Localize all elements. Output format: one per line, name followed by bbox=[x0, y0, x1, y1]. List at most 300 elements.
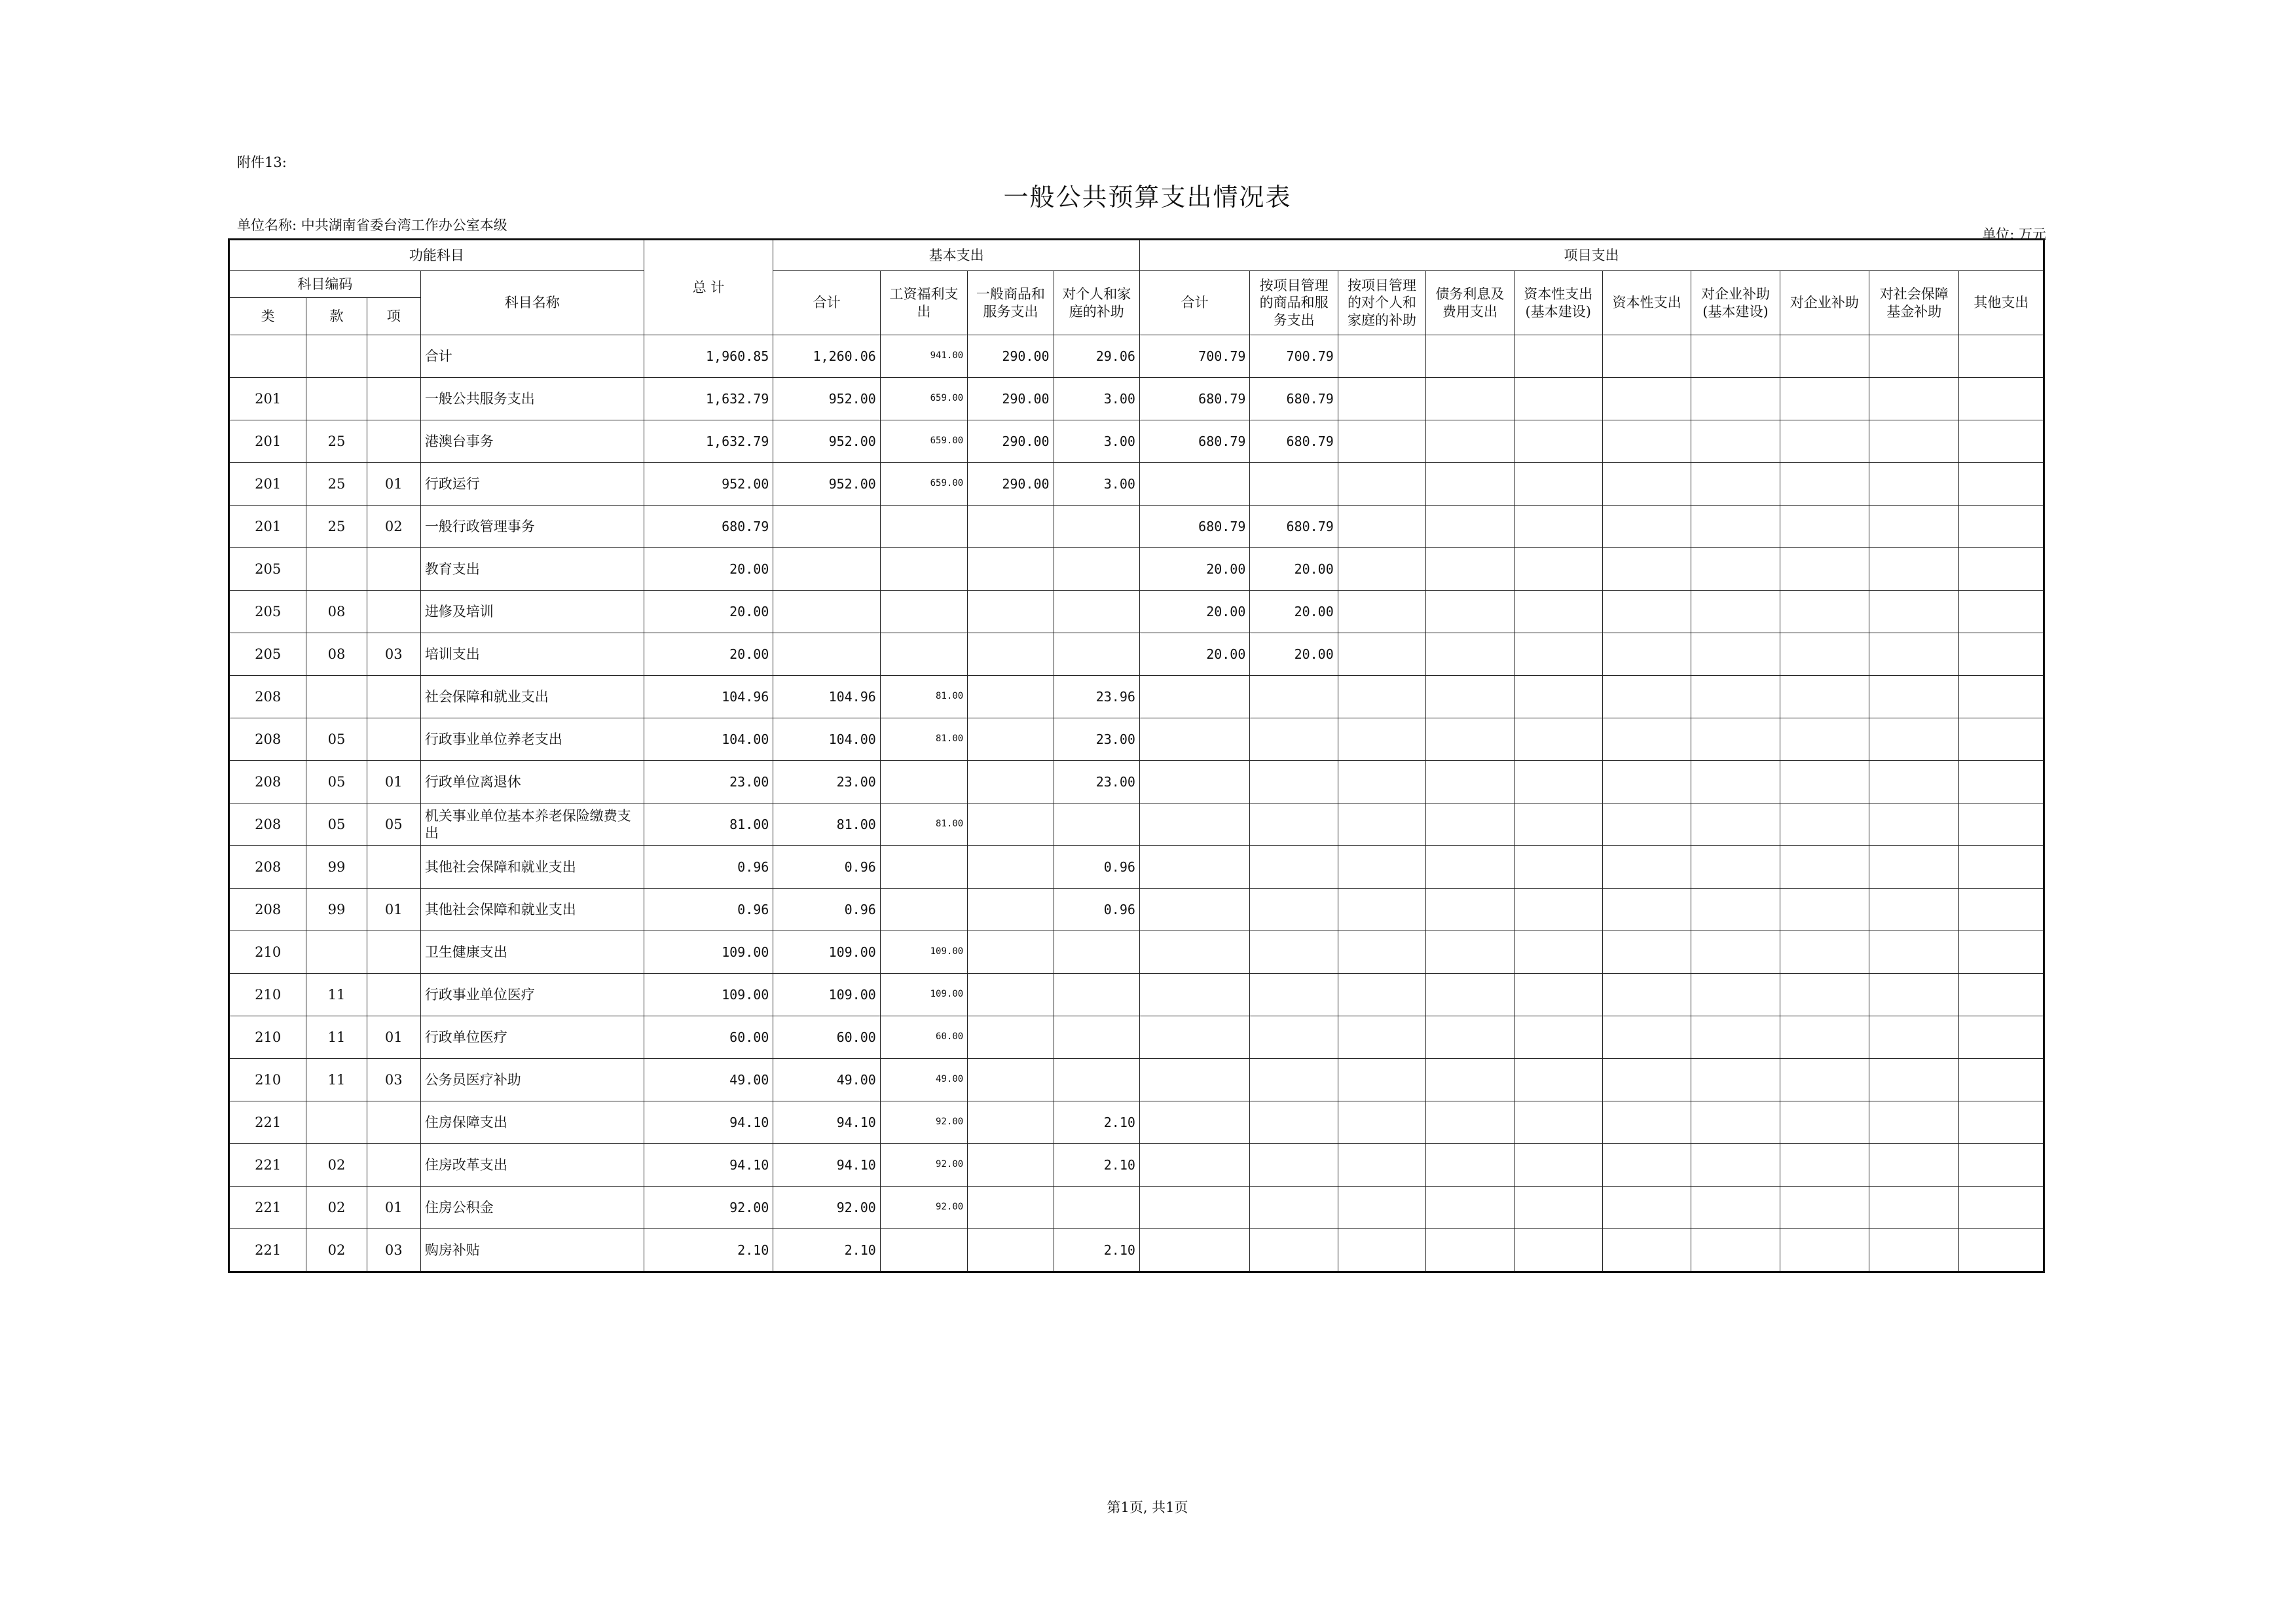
social-security-cell bbox=[1869, 420, 1959, 463]
lei-cell: 208 bbox=[229, 761, 306, 803]
enterprise-build-cell bbox=[1691, 378, 1780, 420]
total-cell: 109.00 bbox=[644, 931, 773, 974]
project-total-cell bbox=[1139, 463, 1249, 506]
enterprise-build-cell bbox=[1691, 420, 1780, 463]
wages-cell: 92.00 bbox=[880, 1144, 967, 1187]
xiang-cell: 01 bbox=[367, 761, 420, 803]
basic-total-cell: 92.00 bbox=[773, 1187, 880, 1229]
project-total-cell bbox=[1139, 1016, 1249, 1059]
goods-services-cell: 290.00 bbox=[968, 378, 1054, 420]
xiang-cell bbox=[367, 1101, 420, 1144]
other-cell bbox=[1959, 846, 2044, 889]
debt-interest-cell bbox=[1426, 1016, 1514, 1059]
enterprise-cell bbox=[1780, 591, 1869, 633]
social-security-cell bbox=[1869, 1059, 1959, 1101]
project-personal-cell bbox=[1338, 591, 1425, 633]
basic-expense-header: 基本支出 bbox=[773, 240, 1140, 271]
debt-interest-cell bbox=[1426, 846, 1514, 889]
goods-services-cell bbox=[968, 1187, 1054, 1229]
subject-name-cell: 港澳台事务 bbox=[420, 420, 644, 463]
page-title: 一般公共预算支出情况表 bbox=[1003, 183, 1292, 212]
basic-total-cell: 94.10 bbox=[773, 1144, 880, 1187]
enterprise-build-cell bbox=[1691, 1144, 1780, 1187]
personal-subsidy-cell: 0.96 bbox=[1054, 889, 1139, 931]
enterprise-build-cell bbox=[1691, 846, 1780, 889]
project-total-cell bbox=[1139, 761, 1249, 803]
capital-cell bbox=[1602, 591, 1691, 633]
wages-header: 工资福利支出 bbox=[880, 271, 967, 335]
kuan-cell: 02 bbox=[306, 1144, 367, 1187]
kuan-cell: 25 bbox=[306, 420, 367, 463]
table-row bbox=[229, 1229, 2044, 1272]
enterprise-cell bbox=[1780, 335, 1869, 378]
social-security-cell bbox=[1869, 1144, 1959, 1187]
project-personal-cell bbox=[1338, 420, 1425, 463]
personal-subsidy-cell bbox=[1054, 506, 1139, 548]
project-personal-cell bbox=[1338, 846, 1425, 889]
goods-services-cell: 290.00 bbox=[968, 420, 1054, 463]
project-goods-cell bbox=[1250, 676, 1338, 718]
total-cell: 49.00 bbox=[644, 1059, 773, 1101]
debt-interest-cell bbox=[1426, 506, 1514, 548]
project-total-cell bbox=[1139, 676, 1249, 718]
table-row bbox=[229, 889, 2044, 931]
xiang-cell bbox=[367, 335, 420, 378]
basic-total-cell: 104.00 bbox=[773, 718, 880, 761]
kuan-header: 款 bbox=[306, 298, 367, 335]
project-total-cell bbox=[1139, 931, 1249, 974]
project-total-cell bbox=[1139, 718, 1249, 761]
enterprise-build-cell bbox=[1691, 1016, 1780, 1059]
personal-subsidy-cell: 0.96 bbox=[1054, 846, 1139, 889]
goods-services-cell bbox=[968, 676, 1054, 718]
project-goods-cell: 20.00 bbox=[1250, 591, 1338, 633]
project-total-cell bbox=[1139, 1144, 1249, 1187]
enterprise-cell bbox=[1780, 1059, 1869, 1101]
project-goods-cell bbox=[1250, 1187, 1338, 1229]
total-cell: 92.00 bbox=[644, 1187, 773, 1229]
personal-subsidy-cell: 2.10 bbox=[1054, 1101, 1139, 1144]
table-row bbox=[229, 1144, 2044, 1187]
goods-services-cell bbox=[968, 1016, 1054, 1059]
wages-cell: 60.00 bbox=[880, 1016, 967, 1059]
capital-build-cell bbox=[1514, 1144, 1602, 1187]
capital-cell bbox=[1602, 889, 1691, 931]
total-cell: 20.00 bbox=[644, 633, 773, 676]
project-goods-cell bbox=[1250, 803, 1338, 846]
function-subject-header: 功能科目 bbox=[229, 240, 644, 271]
xiang-cell: 01 bbox=[367, 1187, 420, 1229]
xiang-cell: 02 bbox=[367, 506, 420, 548]
lei-cell: 210 bbox=[229, 931, 306, 974]
subject-name-cell: 购房补贴 bbox=[420, 1229, 644, 1272]
xiang-cell: 03 bbox=[367, 633, 420, 676]
xiang-cell bbox=[367, 591, 420, 633]
lei-cell: 205 bbox=[229, 591, 306, 633]
social-security-cell bbox=[1869, 548, 1959, 591]
capital-cell bbox=[1602, 931, 1691, 974]
debt-interest-cell bbox=[1426, 463, 1514, 506]
xiang-header: 项 bbox=[367, 298, 420, 335]
basic-total-cell bbox=[773, 633, 880, 676]
table-row bbox=[229, 506, 2044, 548]
project-personal-cell bbox=[1338, 506, 1425, 548]
debt-interest-cell bbox=[1426, 1229, 1514, 1272]
project-personal-cell bbox=[1338, 718, 1425, 761]
table-row bbox=[229, 761, 2044, 803]
wages-cell: 659.00 bbox=[880, 378, 967, 420]
wages-cell: 81.00 bbox=[880, 676, 967, 718]
project-total-cell bbox=[1139, 1187, 1249, 1229]
enterprise-cell bbox=[1780, 1101, 1869, 1144]
project-total-cell bbox=[1139, 889, 1249, 931]
capital-cell bbox=[1602, 335, 1691, 378]
goods-services-cell bbox=[968, 506, 1054, 548]
wages-cell: 659.00 bbox=[880, 420, 967, 463]
debt-interest-cell bbox=[1426, 1187, 1514, 1229]
kuan-cell: 99 bbox=[306, 846, 367, 889]
project-personal-cell bbox=[1338, 378, 1425, 420]
basic-total-cell: 94.10 bbox=[773, 1101, 880, 1144]
lei-cell: 208 bbox=[229, 889, 306, 931]
enterprise-cell bbox=[1780, 1016, 1869, 1059]
money-unit: 单位: 万元 bbox=[1982, 227, 2046, 242]
capital-cell bbox=[1602, 420, 1691, 463]
subject-name-cell: 行政单位医疗 bbox=[420, 1016, 644, 1059]
basic-total-cell: 49.00 bbox=[773, 1059, 880, 1101]
project-total-cell: 680.79 bbox=[1139, 420, 1249, 463]
total-cell: 0.96 bbox=[644, 889, 773, 931]
xiang-cell: 03 bbox=[367, 1059, 420, 1101]
other-cell bbox=[1959, 1187, 2044, 1229]
capital-build-header: 资本性支出(基本建设) bbox=[1514, 271, 1602, 335]
goods-services-cell bbox=[968, 1229, 1054, 1272]
subject-name-cell: 社会保障和就业支出 bbox=[420, 676, 644, 718]
kuan-cell: 11 bbox=[306, 1016, 367, 1059]
other-cell bbox=[1959, 420, 2044, 463]
xiang-cell bbox=[367, 548, 420, 591]
project-personal-cell bbox=[1338, 633, 1425, 676]
xiang-cell: 03 bbox=[367, 1229, 420, 1272]
capital-header: 资本性支出 bbox=[1602, 271, 1691, 335]
table-row bbox=[229, 718, 2044, 761]
project-total-cell bbox=[1139, 974, 1249, 1016]
table-row bbox=[229, 1101, 2044, 1144]
subject-name-cell: 教育支出 bbox=[420, 548, 644, 591]
goods-services-cell bbox=[968, 931, 1054, 974]
total-cell: 81.00 bbox=[644, 803, 773, 846]
other-cell bbox=[1959, 676, 2044, 718]
basic-total-cell: 1,260.06 bbox=[773, 335, 880, 378]
total-cell: 23.00 bbox=[644, 761, 773, 803]
project-total-cell bbox=[1139, 803, 1249, 846]
project-goods-cell bbox=[1250, 1101, 1338, 1144]
capital-cell bbox=[1602, 974, 1691, 1016]
capital-cell bbox=[1602, 1101, 1691, 1144]
wages-cell: 109.00 bbox=[880, 974, 967, 1016]
project-personal-cell bbox=[1338, 1187, 1425, 1229]
other-cell bbox=[1959, 889, 2044, 931]
subject-code-header: 科目编码 bbox=[229, 271, 421, 298]
social-security-cell bbox=[1869, 718, 1959, 761]
personal-subsidy-cell bbox=[1054, 803, 1139, 846]
subject-name-cell: 其他社会保障和就业支出 bbox=[420, 846, 644, 889]
debt-interest-header: 债务利息及费用支出 bbox=[1426, 271, 1514, 335]
kuan-cell: 08 bbox=[306, 591, 367, 633]
project-total-header: 合计 bbox=[1139, 271, 1249, 335]
wages-cell bbox=[880, 633, 967, 676]
debt-interest-cell bbox=[1426, 761, 1514, 803]
goods-services-cell bbox=[968, 803, 1054, 846]
project-total-cell bbox=[1139, 1229, 1249, 1272]
total-cell: 20.00 bbox=[644, 591, 773, 633]
kuan-cell: 08 bbox=[306, 633, 367, 676]
capital-build-cell bbox=[1514, 420, 1602, 463]
kuan-cell bbox=[306, 378, 367, 420]
wages-cell bbox=[880, 506, 967, 548]
capital-cell bbox=[1602, 1016, 1691, 1059]
debt-interest-cell bbox=[1426, 420, 1514, 463]
lei-cell: 205 bbox=[229, 633, 306, 676]
wages-cell: 659.00 bbox=[880, 463, 967, 506]
total-cell: 104.00 bbox=[644, 718, 773, 761]
total-cell: 20.00 bbox=[644, 548, 773, 591]
capital-build-cell bbox=[1514, 803, 1602, 846]
capital-build-cell bbox=[1514, 1187, 1602, 1229]
enterprise-build-cell bbox=[1691, 718, 1780, 761]
subject-name-cell: 住房保障支出 bbox=[420, 1101, 644, 1144]
capital-build-cell bbox=[1514, 506, 1602, 548]
project-total-cell bbox=[1139, 846, 1249, 889]
lei-cell: 201 bbox=[229, 378, 306, 420]
goods-services-cell: 290.00 bbox=[968, 335, 1054, 378]
project-goods-cell: 680.79 bbox=[1250, 506, 1338, 548]
table-row bbox=[229, 974, 2044, 1016]
project-total-cell bbox=[1139, 1101, 1249, 1144]
enterprise-header: 对企业补助 bbox=[1780, 271, 1869, 335]
wages-cell: 49.00 bbox=[880, 1059, 967, 1101]
project-personal-cell bbox=[1338, 803, 1425, 846]
debt-interest-cell bbox=[1426, 974, 1514, 1016]
total-cell: 1,960.85 bbox=[644, 335, 773, 378]
table-row bbox=[229, 1187, 2044, 1229]
debt-interest-cell bbox=[1426, 889, 1514, 931]
other-cell bbox=[1959, 1059, 2044, 1101]
subject-name-cell: 其他社会保障和就业支出 bbox=[420, 889, 644, 931]
capital-build-cell bbox=[1514, 335, 1602, 378]
enterprise-cell bbox=[1780, 1187, 1869, 1229]
capital-build-cell bbox=[1514, 463, 1602, 506]
lei-cell: 205 bbox=[229, 548, 306, 591]
xiang-cell bbox=[367, 846, 420, 889]
project-personal-cell bbox=[1338, 1144, 1425, 1187]
debt-interest-cell bbox=[1426, 591, 1514, 633]
social-security-cell bbox=[1869, 889, 1959, 931]
wages-cell: 92.00 bbox=[880, 1101, 967, 1144]
subject-name-cell: 行政事业单位医疗 bbox=[420, 974, 644, 1016]
kuan-cell: 25 bbox=[306, 463, 367, 506]
enterprise-cell bbox=[1780, 974, 1869, 1016]
basic-total-cell: 109.00 bbox=[773, 974, 880, 1016]
kuan-cell bbox=[306, 335, 367, 378]
personal-subsidy-cell: 3.00 bbox=[1054, 463, 1139, 506]
subject-name-cell: 行政事业单位养老支出 bbox=[420, 718, 644, 761]
personal-subsidy-cell bbox=[1054, 974, 1139, 1016]
xiang-cell bbox=[367, 1144, 420, 1187]
capital-cell bbox=[1602, 378, 1691, 420]
capital-cell bbox=[1602, 846, 1691, 889]
personal-subsidy-cell: 3.00 bbox=[1054, 420, 1139, 463]
other-cell bbox=[1959, 761, 2044, 803]
personal-subsidy-cell bbox=[1054, 931, 1139, 974]
goods-services-cell: 290.00 bbox=[968, 463, 1054, 506]
wages-cell: 109.00 bbox=[880, 931, 967, 974]
table-row bbox=[229, 548, 2044, 591]
personal-subsidy-cell bbox=[1054, 1059, 1139, 1101]
project-total-cell: 20.00 bbox=[1139, 591, 1249, 633]
subject-name-cell: 合计 bbox=[420, 335, 644, 378]
table-row bbox=[229, 803, 2044, 846]
project-personal-cell bbox=[1338, 463, 1425, 506]
social-security-cell bbox=[1869, 463, 1959, 506]
lei-cell: 201 bbox=[229, 506, 306, 548]
social-security-cell bbox=[1869, 1187, 1959, 1229]
personal-subsidy-cell: 23.00 bbox=[1054, 718, 1139, 761]
kuan-cell bbox=[306, 1101, 367, 1144]
project-personal-cell bbox=[1338, 1016, 1425, 1059]
project-personal-cell bbox=[1338, 931, 1425, 974]
kuan-cell: 02 bbox=[306, 1229, 367, 1272]
goods-services-cell bbox=[968, 1144, 1054, 1187]
basic-total-cell: 104.96 bbox=[773, 676, 880, 718]
project-personal-cell bbox=[1338, 974, 1425, 1016]
project-personal-cell bbox=[1338, 1059, 1425, 1101]
capital-build-cell bbox=[1514, 974, 1602, 1016]
xiang-cell bbox=[367, 378, 420, 420]
project-total-cell: 680.79 bbox=[1139, 378, 1249, 420]
subject-name-cell: 进修及培训 bbox=[420, 591, 644, 633]
project-personal-header: 按项目管理的对个人和家庭的补助 bbox=[1338, 271, 1425, 335]
kuan-cell bbox=[306, 548, 367, 591]
capital-build-cell bbox=[1514, 931, 1602, 974]
capital-cell bbox=[1602, 1059, 1691, 1101]
lei-cell: 210 bbox=[229, 1059, 306, 1101]
subject-name-cell: 住房公积金 bbox=[420, 1187, 644, 1229]
enterprise-build-cell bbox=[1691, 506, 1780, 548]
project-total-cell: 700.79 bbox=[1139, 335, 1249, 378]
social-security-header: 对社会保障基金补助 bbox=[1869, 271, 1959, 335]
capital-cell bbox=[1602, 676, 1691, 718]
table-row bbox=[229, 1059, 2044, 1101]
xiang-cell bbox=[367, 420, 420, 463]
unit-name: 单位名称: 中共湖南省委台湾工作办公室本级 bbox=[237, 217, 507, 233]
project-personal-cell bbox=[1338, 676, 1425, 718]
basic-total-cell: 109.00 bbox=[773, 931, 880, 974]
personal-subsidy-cell: 2.10 bbox=[1054, 1229, 1139, 1272]
project-goods-cell: 680.79 bbox=[1250, 378, 1338, 420]
social-security-cell bbox=[1869, 378, 1959, 420]
personal-subsidy-cell: 29.06 bbox=[1054, 335, 1139, 378]
personal-subsidy-cell bbox=[1054, 591, 1139, 633]
capital-build-cell bbox=[1514, 548, 1602, 591]
table-row bbox=[229, 463, 2044, 506]
basic-total-header: 合计 bbox=[773, 271, 880, 335]
other-cell bbox=[1959, 378, 2044, 420]
enterprise-cell bbox=[1780, 718, 1869, 761]
project-goods-cell bbox=[1250, 1016, 1338, 1059]
other-cell bbox=[1959, 718, 2044, 761]
other-cell bbox=[1959, 506, 2044, 548]
debt-interest-cell bbox=[1426, 633, 1514, 676]
personal-subsidy-cell: 23.00 bbox=[1054, 761, 1139, 803]
capital-build-cell bbox=[1514, 1016, 1602, 1059]
total-cell: 94.10 bbox=[644, 1101, 773, 1144]
enterprise-build-cell bbox=[1691, 1229, 1780, 1272]
personal-subsidy-cell bbox=[1054, 548, 1139, 591]
capital-build-cell bbox=[1514, 889, 1602, 931]
other-cell bbox=[1959, 1229, 2044, 1272]
other-cell bbox=[1959, 463, 2044, 506]
total-cell: 2.10 bbox=[644, 1229, 773, 1272]
enterprise-build-cell bbox=[1691, 1101, 1780, 1144]
subject-name-cell: 行政运行 bbox=[420, 463, 644, 506]
kuan-cell: 11 bbox=[306, 1059, 367, 1101]
enterprise-build-cell bbox=[1691, 633, 1780, 676]
other-cell bbox=[1959, 803, 2044, 846]
total-cell: 1,632.79 bbox=[644, 420, 773, 463]
project-goods-cell: 680.79 bbox=[1250, 420, 1338, 463]
subject-name-cell: 公务员医疗补助 bbox=[420, 1059, 644, 1101]
debt-interest-cell bbox=[1426, 548, 1514, 591]
lei-cell: 208 bbox=[229, 846, 306, 889]
subject-name-cell: 机关事业单位基本养老保险缴费支出 bbox=[420, 803, 644, 846]
project-goods-cell: 700.79 bbox=[1250, 335, 1338, 378]
budget-table bbox=[228, 238, 2045, 1273]
goods-services-cell bbox=[968, 1059, 1054, 1101]
capital-cell bbox=[1602, 1187, 1691, 1229]
enterprise-cell bbox=[1780, 420, 1869, 463]
project-goods-cell bbox=[1250, 889, 1338, 931]
capital-build-cell bbox=[1514, 676, 1602, 718]
enterprise-cell bbox=[1780, 506, 1869, 548]
project-goods-cell bbox=[1250, 761, 1338, 803]
basic-total-cell: 0.96 bbox=[773, 846, 880, 889]
other-header: 其他支出 bbox=[1959, 271, 2044, 335]
other-cell bbox=[1959, 1101, 2044, 1144]
total-cell: 94.10 bbox=[644, 1144, 773, 1187]
page-number: 第1页, 共1页 bbox=[1107, 1500, 1188, 1515]
table-row bbox=[229, 591, 2044, 633]
social-security-cell bbox=[1869, 1229, 1959, 1272]
personal-subsidy-cell: 23.96 bbox=[1054, 676, 1139, 718]
lei-cell: 208 bbox=[229, 676, 306, 718]
kuan-cell: 11 bbox=[306, 974, 367, 1016]
debt-interest-cell bbox=[1426, 1059, 1514, 1101]
kuan-cell: 99 bbox=[306, 889, 367, 931]
total-cell: 60.00 bbox=[644, 1016, 773, 1059]
capital-cell bbox=[1602, 506, 1691, 548]
capital-build-cell bbox=[1514, 1229, 1602, 1272]
kuan-cell: 05 bbox=[306, 718, 367, 761]
wages-cell bbox=[880, 548, 967, 591]
kuan-cell: 05 bbox=[306, 803, 367, 846]
kuan-cell: 02 bbox=[306, 1187, 367, 1229]
goods-services-cell bbox=[968, 761, 1054, 803]
project-goods-cell bbox=[1250, 463, 1338, 506]
enterprise-cell bbox=[1780, 676, 1869, 718]
project-personal-cell bbox=[1338, 761, 1425, 803]
project-goods-cell bbox=[1250, 1229, 1338, 1272]
